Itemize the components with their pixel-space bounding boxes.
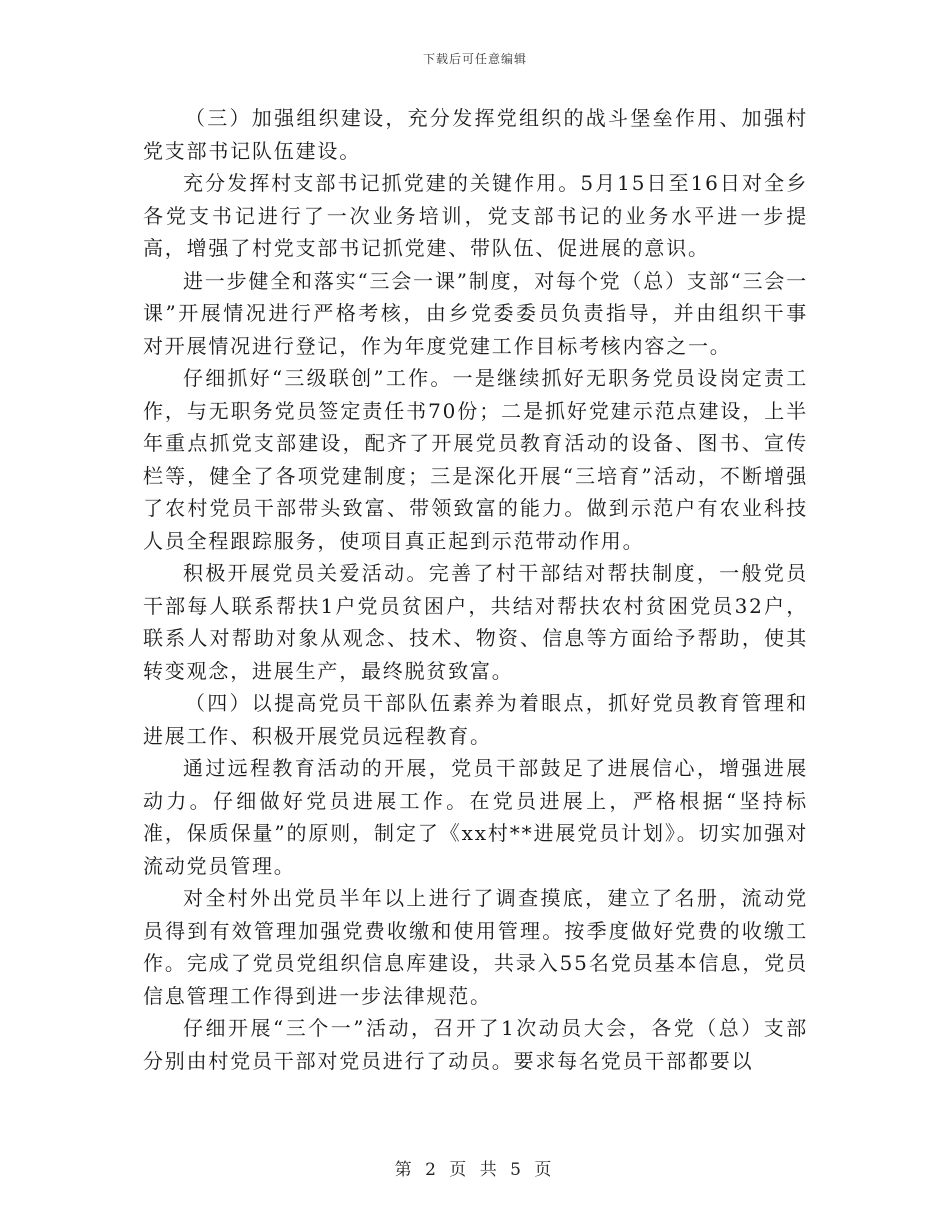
paragraph: 仔细抓好“三级联创”工作。一是继续抓好无职务党员设岗定责工作，与无职务党员签定责任书70份；二是抓好党建示范点建设，上半年重点抓党支部建设，配齐了开展党员教育活动的设备、图书、宣传栏等，健全了各项党建制度；三是深化开展“三培育”活动，不断增强了农村党员干部带头致富、带领致富的能力。做到示范户有农业科技人员全程跟踪服务，使项目真正起到示范带动作用。 <box>143 366 808 553</box>
paragraph: 进一步健全和落实“三会一课”制度，对每个党（总）支部“三会一课”开展情况进行严格考核，由乡党委委员负责指导，并由组织干事对开展情况进行登记，作为年度党建工作目标考核内容之一。 <box>143 268 808 358</box>
section-heading-3: （三）加强组织建设，充分发挥党组织的战斗堡垒作用、加强村党支部书记队伍建设。 <box>143 106 808 163</box>
page-number-footer: 第 2 页 共 5 页 <box>394 1160 556 1180</box>
paragraph: 仔细开展“三个一”活动，召开了1次动员大会，各党（总）支部分别由村党员干部对党员进行了动员。要求每名党员干部都要以 <box>143 1016 808 1073</box>
paragraph: 充分发挥村支部书记抓党建的关键作用。5月15日至16日对全乡各党支书记进行了一次业务培训，党支部书记的业务水平进一步提高，增强了村党支部书记抓党建、带队伍、促进展的意识。 <box>143 171 808 260</box>
paragraph: 积极开展党员关爱活动。完善了村干部结对帮扶制度，一般党员干部每人联系帮扶1户党员贫困户，共结对帮扶农村贫困党员32户，联系人对帮助对象从观念、技术、物资、信息等方面给予帮助，使其转变观念，进展生产，最终脱贫致富。 <box>143 561 808 683</box>
paragraph: 通过远程教育活动的开展，党员干部鼓足了进展信心，增强进展动力。仔细做好党员进展工作。在党员进展上，严格根据“坚持标准，保质保量”的原则，制定了《xx村**进展党员计划》。切实加强对流动党员管理。 <box>143 756 808 878</box>
page-header: 下载后可任意编辑 <box>422 52 527 66</box>
paragraph: 对全村外出党员半年以上进行了调查摸底，建立了名册，流动党员得到有效管理加强党费收缴和使用管理。按季度做好党费的收缴工作。完成了党员党组织信息库建设，共录入55名党员基本信息，党员信息管理工作得到进一步法律规范。 <box>143 886 808 1008</box>
document-body <box>143 102 808 1077</box>
section-heading-4: （四）以提高党员干部队伍素养为着眼点，抓好党员教育管理和进展工作、积极开展党员远程教育。 <box>143 691 808 748</box>
